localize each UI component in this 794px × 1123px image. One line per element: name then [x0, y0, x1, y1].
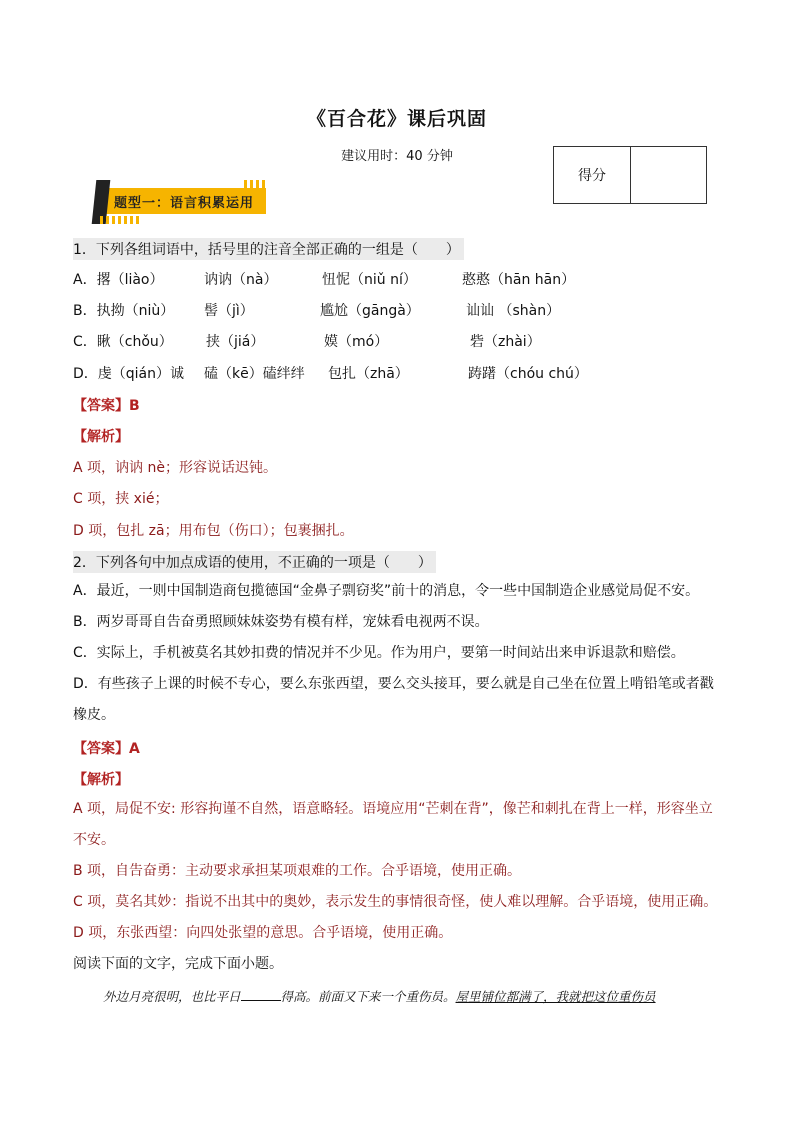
score-box: [553, 146, 707, 204]
q1-c-1: C．瞅（chǒu）: [73, 334, 173, 350]
q2-analysis-a: A 项，局促不安: 形容拘谨不自然，语意略轻。语境应用“芒刺在背”，像芒和刺扎在背上一样，形容坐立不安。: [73, 801, 713, 848]
q1-stem: 1．下列各组词语中，括号里的注音全部正确的一组是（ ）: [73, 238, 464, 260]
q1-analysis-label: 【解析】: [73, 429, 129, 445]
q1-b-3: 尴尬（gāngà）: [320, 303, 420, 319]
q1-a-2: 讷讷（nà）: [204, 272, 278, 288]
passage-underlined: 屋里铺位都满了，我就把这位重伤员: [455, 989, 656, 1004]
q1-analysis-c: C 项，挟 xié；: [73, 491, 169, 507]
q2-analysis-c: C 项，莫名其妙：指说不出其中的奥妙，表示发生的事情很奇怪，使人难以理解。合乎语境，使用正确。: [73, 894, 718, 910]
q1-c-4: 砦（zhài）: [470, 334, 541, 350]
q1-answer: 【答案】B: [73, 398, 140, 414]
q2-option-b: B．两岁哥哥自告奋勇照顾妹妹姿势有模有样，宠妹看电视两不误。: [73, 614, 489, 630]
q1-b-2: 髻（jì）: [204, 303, 254, 319]
q2-option-a: A．最近，一则中国制造商包揽德国“金鼻子剽窃奖”前十的消息，令一些中国制造企业感觉局促不安。: [73, 583, 700, 599]
q2-stem: 2．下列各句中加点成语的使用，不正确的一项是（ ）: [73, 551, 436, 573]
score-label: 得分: [554, 147, 631, 203]
reading-passage: [103, 987, 723, 1005]
q1-d-1: D．虔（qián）诚: [73, 366, 185, 382]
section-banner: [94, 178, 270, 226]
q1-d-3: 包扎（zhā）: [328, 366, 409, 382]
q2-analysis-b: B 项，自告奋勇：主动要求承担某项艰难的工作。合乎语境，使用正确。: [73, 863, 522, 879]
q1-analysis-d: D 项，包扎 zā；用布包（伤口）；包裹捆扎。: [73, 523, 354, 539]
score-value-field[interactable]: [631, 147, 706, 203]
q2-option-c: C．实际上，手机被莫名其妙扣费的情况并不少见。作为用户，要第一时间站出来申诉退款和赔偿。: [73, 645, 685, 661]
q1-a-4: 憨憨（hān hān）: [462, 272, 576, 288]
passage-part1: 外边月亮很明，也比平日: [103, 989, 241, 1004]
q1-c-3: 嫫（mó）: [324, 334, 389, 350]
q2-option-d: D．有些孩子上课的时候不专心，要么东张西望，要么交头接耳，要么就是自己坐在位置上啃铅笔或者戳橡皮。: [73, 676, 714, 723]
q1-b-4: 讪讪 （shàn）: [466, 303, 561, 319]
q1-b-1: B．执拗（niù）: [73, 303, 175, 319]
passage-blank[interactable]: [241, 990, 281, 1001]
section-banner-label: 题型一：语言积累运用: [114, 196, 255, 211]
q1-c-2: 挟（jiá）: [206, 334, 265, 350]
q2-analysis-label: 【解析】: [73, 772, 129, 788]
passage-part2: 得高。前面又下来一个重伤员。: [280, 989, 456, 1004]
q1-d-4: 踌躇（chóu chú）: [468, 366, 588, 382]
q1-d-2: 磕（kē）磕绊绊: [204, 366, 305, 382]
q1-a-1: A．撂（liào）: [73, 272, 164, 288]
q1-analysis-a: A 项，讷讷 nè；形容说话迟钝。: [73, 460, 277, 476]
page-title: 《百合花》课后巩固: [306, 108, 487, 130]
q2-analysis-d: D 项，东张西望：向四处张望的意思。合乎语境，使用正确。: [73, 925, 453, 941]
q2-answer: 【答案】A: [73, 741, 140, 757]
reading-intro: 阅读下面的文字，完成下面小题。: [73, 956, 283, 972]
q1-a-3: 忸怩（niǔ ní）: [322, 272, 417, 288]
suggested-time: 建议用时：40 分钟: [341, 149, 453, 164]
